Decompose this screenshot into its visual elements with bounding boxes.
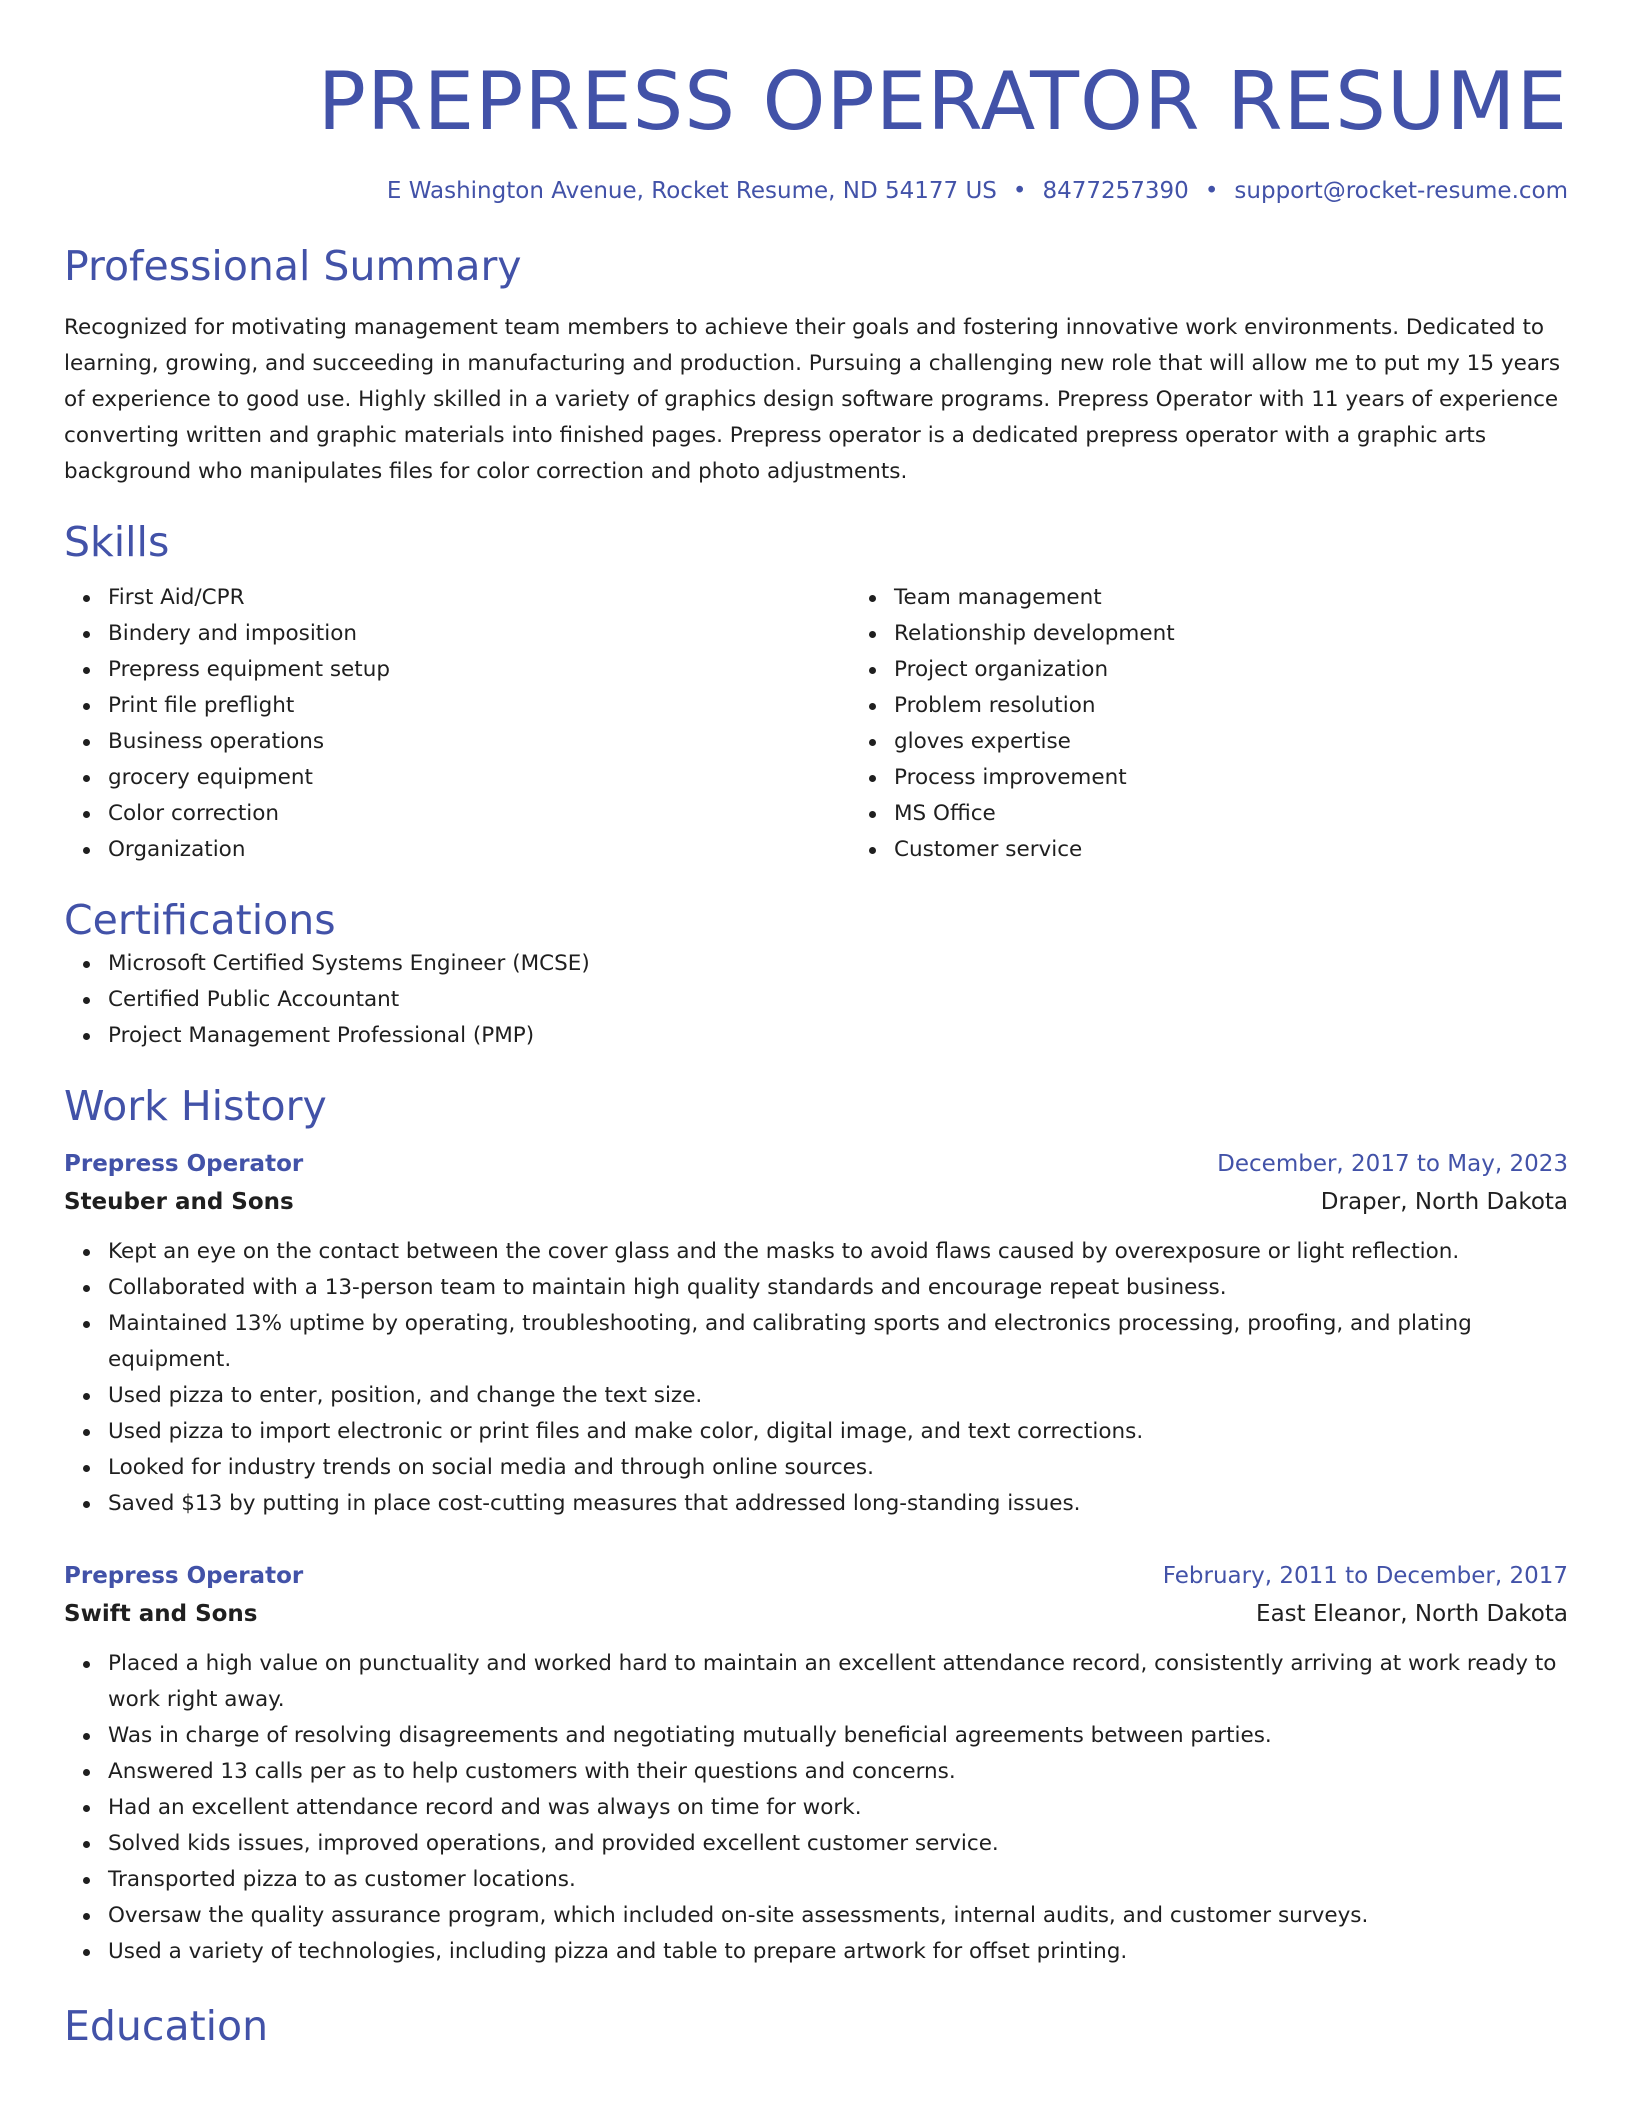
job-location: East Eleanor, North Dakota bbox=[1256, 1601, 1568, 1627]
job-duty: Used pizza to enter, position, and change the text size. bbox=[108, 1378, 1568, 1414]
skill-item: Prepress equipment setup bbox=[108, 652, 850, 688]
job-duty: Had an excellent attendance record and was always on time for work. bbox=[108, 1790, 1568, 1826]
skill-item: Project organization bbox=[894, 652, 1632, 688]
work-history-heading: Work History bbox=[64, 1082, 327, 1130]
skill-item: Problem resolution bbox=[894, 688, 1632, 724]
certifications-heading: Certifications bbox=[64, 896, 336, 944]
job-dates: December, 2017 to May, 2023 bbox=[1217, 1151, 1568, 1177]
skills-list bbox=[64, 580, 1568, 868]
skill-item: Business operations bbox=[108, 724, 850, 760]
job-header-row bbox=[64, 1558, 1568, 1594]
job-entry bbox=[64, 1146, 1568, 1522]
job-duty: Answered 13 calls per as to help customers with their questions and concerns. bbox=[108, 1754, 1568, 1790]
skill-item: First Aid/CPR bbox=[108, 580, 850, 616]
resume-title: PREPRESS OPERATOR RESUME bbox=[317, 55, 1568, 148]
skills-heading: Skills bbox=[64, 518, 170, 566]
skill-item: Process improvement bbox=[894, 760, 1632, 796]
job-dates: February, 2011 to December, 2017 bbox=[1162, 1563, 1568, 1589]
job-duties bbox=[64, 1646, 1568, 1970]
summary-text: Recognized for motivating management team members to achieve their goals and fostering innovative work environments. Dedicated to learning, growing, and succeeding in manufacturing and production. Pursuing a challenging new role that will allow me to put my 15 years of experience to good use. Highly skilled in a variety of graphics design software programs. Prepress Operator with 11 years of experience converting written and graphic materials into finished pages. Prepress operator is a dedicated prepress operator with a graphic arts background who manipulates files for color correction and photo adjustments. bbox=[64, 315, 1561, 484]
skill-item: Print file preflight bbox=[108, 688, 850, 724]
skill-item: Customer service bbox=[894, 832, 1632, 868]
skills-column-left bbox=[64, 580, 850, 868]
skill-item: grocery equipment bbox=[108, 760, 850, 796]
contact-email[interactable]: support@rocket-resume.com bbox=[1234, 178, 1568, 204]
job-duty: Placed a high value on punctuality and worked hard to maintain an excellent attendance record, consistently arriving at work ready to work right away. bbox=[108, 1646, 1568, 1718]
job-company: Steuber and Sons bbox=[64, 1189, 294, 1215]
job-duty: Collaborated with a 13-person team to maintain high quality standards and encourage repeat business. bbox=[108, 1270, 1568, 1306]
job-duty: Was in charge of resolving disagreements and negotiating mutually beneficial agreements between parties. bbox=[108, 1718, 1568, 1754]
job-duty: Looked for industry trends on social media and through online sources. bbox=[108, 1450, 1568, 1486]
education-heading: Education bbox=[64, 2002, 269, 2050]
job-duty: Saved $13 by putting in place cost-cutting measures that addressed long-standing issues. bbox=[108, 1486, 1568, 1522]
contact-separator: • bbox=[1204, 178, 1219, 204]
certifications-list bbox=[64, 946, 1568, 1054]
job-duty: Used a variety of technologies, including pizza and table to prepare artwork for offset printing. bbox=[108, 1934, 1568, 1970]
summary-heading: Professional Summary bbox=[64, 242, 522, 290]
skill-item: Bindery and imposition bbox=[108, 616, 850, 652]
job-company: Swift and Sons bbox=[64, 1601, 258, 1627]
certification-item: Project Management Professional (PMP) bbox=[108, 1018, 1568, 1054]
skill-item: gloves expertise bbox=[894, 724, 1632, 760]
skill-item: Relationship development bbox=[894, 616, 1632, 652]
skill-item: Color correction bbox=[108, 796, 850, 832]
job-location: Draper, North Dakota bbox=[1320, 1189, 1568, 1215]
contact-line bbox=[64, 178, 1568, 204]
job-title: Prepress Operator bbox=[64, 1151, 304, 1177]
job-header-row bbox=[64, 1146, 1568, 1182]
certification-item: Certified Public Accountant bbox=[108, 982, 1568, 1018]
job-duty: Kept an eye on the contact between the cover glass and the masks to avoid flaws caused by overexposure or light reflection. bbox=[108, 1234, 1568, 1270]
job-entry bbox=[64, 1558, 1568, 1970]
job-company-row bbox=[64, 1182, 1568, 1222]
job-title: Prepress Operator bbox=[64, 1563, 304, 1589]
job-company-row bbox=[64, 1594, 1568, 1634]
job-duty: Solved kids issues, improved operations, and provided excellent customer service. bbox=[108, 1826, 1568, 1862]
contact-phone: 8477257390 bbox=[1042, 178, 1189, 204]
job-duty: Transported pizza to as customer locations. bbox=[108, 1862, 1568, 1898]
job-duty: Oversaw the quality assurance program, which included on-site assessments, internal audits, and customer surveys. bbox=[108, 1898, 1568, 1934]
job-duty: Used pizza to import electronic or print files and make color, digital image, and text corrections. bbox=[108, 1414, 1568, 1450]
skill-item: MS Office bbox=[894, 796, 1632, 832]
skills-column-right bbox=[850, 580, 1632, 868]
job-duty: Maintained 13% uptime by operating, troubleshooting, and calibrating sports and electronics processing, proofing, and plating equipment. bbox=[108, 1306, 1568, 1378]
job-duties bbox=[64, 1234, 1568, 1522]
skill-item: Team management bbox=[894, 580, 1632, 616]
contact-address: E Washington Avenue, Rocket Resume, ND 54177 US bbox=[386, 178, 997, 204]
skill-item: Organization bbox=[108, 832, 850, 868]
certification-item: Microsoft Certified Systems Engineer (MCSE) bbox=[108, 946, 1568, 982]
contact-separator: • bbox=[1012, 178, 1027, 204]
